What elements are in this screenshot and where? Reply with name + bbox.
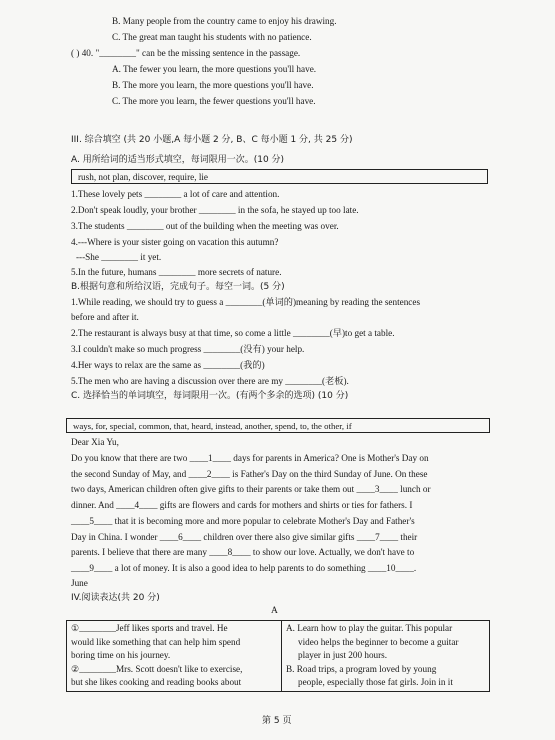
letter-line: ____5____ that it is becoming more and more popular to celebrate Mother's Day and Father's [71, 515, 415, 526]
part-a-item: 1.These lovely pets ________ a lot of care and attention. [71, 189, 280, 199]
letter-body [71, 451, 431, 577]
letter-greeting: Dear Xia Yu, [71, 437, 119, 447]
part-b-item: before and after it. [71, 312, 139, 322]
letter-line: Do you know that there are two ____1____ days for parents in America? One is Mother's Day on [71, 453, 429, 463]
letter-line: parents. I believe that there are many ____8____ to show our love. Actually, we don't have to [71, 547, 415, 558]
person-line: ①________Jeff likes sports and travel. He [71, 623, 228, 633]
letter-line: the second Sunday of May, and ____2____ is Father's Day on the third Sunday of June. On these [71, 468, 428, 479]
part-a-word-box: rush, not plan, discover, require, lie [71, 169, 488, 184]
option-line: B. Road trips, a program loved by young [286, 663, 437, 674]
part-a-item: 4.---Where is your sister going on vacation this autumn? [71, 237, 279, 247]
person-line: ②________Mrs. Scott doesn't like to exercise, [71, 663, 243, 674]
people-column [67, 621, 282, 692]
part-b-item: 2.The restaurant is always busy at that time, so come a little ________(早)to get a table. [71, 328, 395, 338]
part-a-title: A. 用所给词的适当形式填空，每词限用一次。(10 分) [71, 155, 285, 165]
section-3-title: III. 综合填空 (共 20 小题,A 每小题 2 分, B、C 每小题 1 分, 共 25 分) [71, 135, 353, 145]
letter-line: dinner. And ____4____ gifts are flowers and cards for mothers and shirts or ties for fathers. I [71, 500, 413, 511]
option-line: people, especially those fat girls. Join in it [298, 677, 453, 687]
part-a-item: 2.Don't speak loudly, your brother ________ in the sofa, he stayed up too late. [71, 205, 359, 215]
part-b-title: B.根据句意和所给汉语，完成句子。每空一词。(5 分) [71, 282, 285, 292]
part-b-item: 5.The men who are having a discussion over there are my ________(老板). [71, 376, 349, 386]
option-line: video helps the beginner to become a guitar [298, 636, 459, 647]
reading-match-table [66, 620, 490, 692]
part-c-word-box: ways, for, special, common, that, heard, instead, another, spend, to, the other, if [66, 418, 490, 433]
letter-line: two days, American children often give gifts to their parents or take them out ____3____ lunch or [71, 484, 431, 495]
option-b: B. Many people from the country came to enjoy his drawing. [112, 16, 337, 26]
part-b-item: 3.I couldn't make so much progress ________(没有) your help. [71, 344, 305, 354]
letter-line: Day in China. I wonder ____6____ children over there also give similar gifts ____7____ their [71, 531, 418, 542]
section-4-sub: A [271, 606, 278, 616]
part-b-item: 1.While reading, we should try to guess a ________(单词的)meaning by reading the sentences [71, 297, 421, 307]
letter-line: ____9____ a lot of money. It is also a good idea to help parents to do something ____10____. [71, 562, 417, 573]
question-40: ( ) 40. "________" can be the missing sentence in the passage. [71, 48, 301, 58]
page-number: 第 5 页 [262, 716, 292, 726]
part-b-item: 4.Her ways to relax are the same as ________(我的) [71, 360, 265, 370]
options-column [282, 621, 490, 692]
person-line: but she likes cooking and reading books about [71, 677, 242, 687]
person-line: boring time on his journey. [71, 650, 171, 660]
option-line: A. Learn how to play the guitar. This popular [286, 623, 453, 633]
section-4-title: IV.阅读表达(共 20 分) [71, 593, 160, 603]
q40-option-b: B. The more you learn, the more questions you'll have. [112, 80, 314, 90]
option-line: player in just 200 hours. [298, 650, 388, 660]
option-c: C. The great man taught his students with no patience. [112, 32, 312, 42]
part-a-item: 3.The students ________ out of the building when the meeting was over. [71, 221, 339, 231]
part-c-title: C. 选择恰当的单词填空，每词限用一次。(有两个多余的选项) (10 分) [71, 391, 349, 401]
part-a-item: 5.In the future, humans ________ more secrets of nature. [71, 267, 282, 277]
q40-option-a: A. The fewer you learn, the more questions you'll have. [112, 64, 317, 74]
part-a-item: ---She ________ it yet. [76, 252, 162, 262]
q40-option-c: C. The more you learn, the fewer questions you'll have. [112, 96, 316, 106]
letter-sign: June [71, 578, 88, 588]
person-line: would like something that can help him spend [71, 636, 241, 647]
